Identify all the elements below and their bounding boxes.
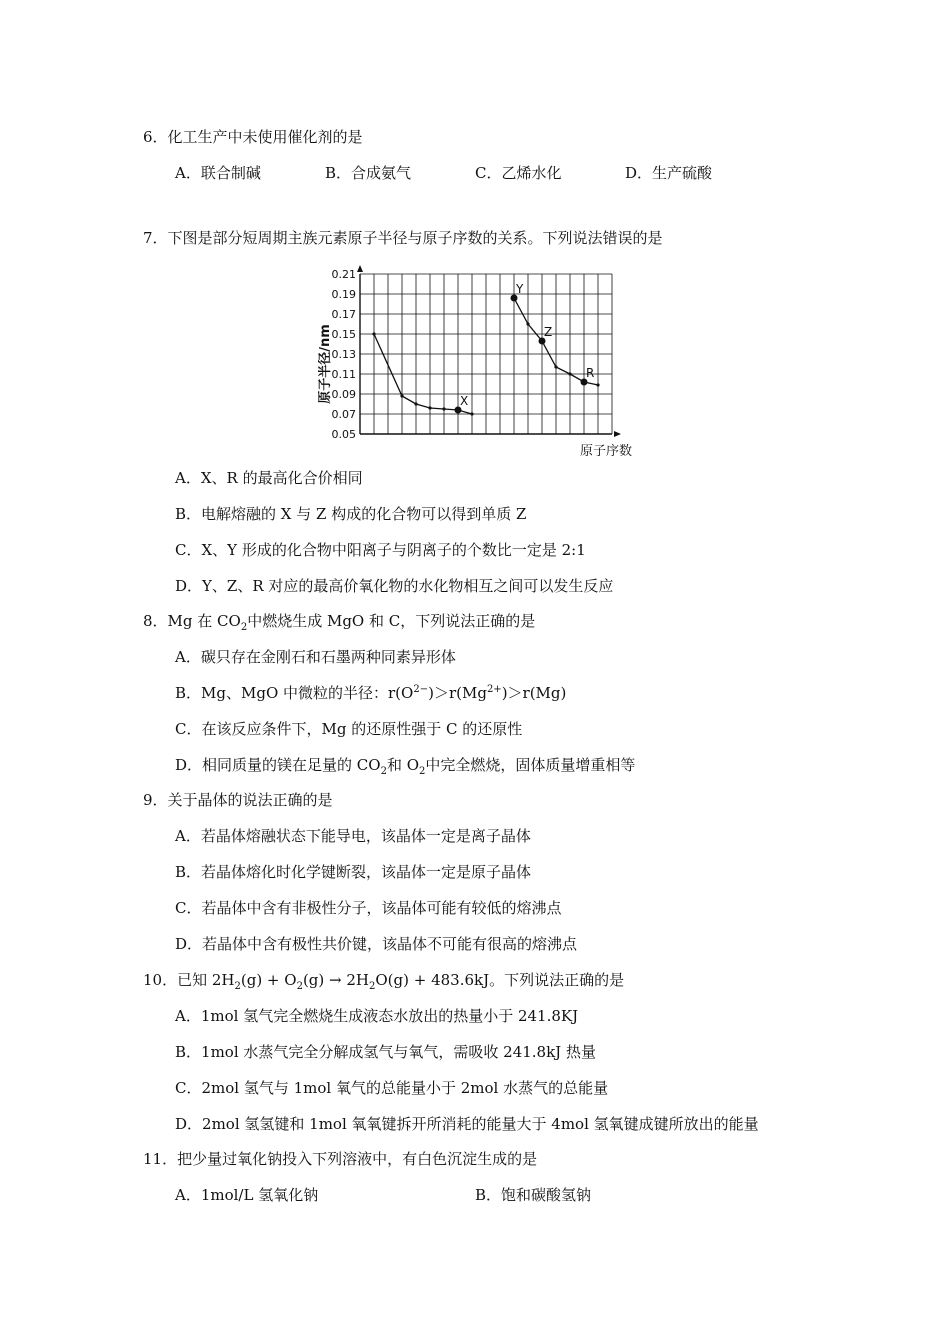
q10-option-c: C．2mol 氢气与 1mol 氧气的总能量小于 2mol 水蒸气的总能量 xyxy=(175,1079,609,1097)
series-point xyxy=(526,322,529,325)
series-point xyxy=(372,332,375,335)
y-tick-label: 0.05 xyxy=(331,428,356,441)
q6-option-b: B．合成氨气 xyxy=(325,164,412,182)
series-point xyxy=(442,407,445,410)
q11-option-a: A．1mol/L 氢氧化钠 xyxy=(175,1186,319,1204)
q8-option-a: A．碳只存在金刚石和石墨两种同素异形体 xyxy=(175,648,456,666)
series-point xyxy=(568,372,571,375)
q11-option-b: B．饱和碳酸氢钠 xyxy=(475,1186,592,1204)
y-tick-label: 0.17 xyxy=(331,308,356,321)
series-point xyxy=(414,402,417,405)
q8-option-d: D．相同质量的镁在足量的 $CO_2$和 $O_2$中完全燃烧，固体质量增重相等 xyxy=(175,756,636,777)
y-tick-label: 0.09 xyxy=(331,388,356,401)
q9-option-d: D．若晶体中含有极性共价键，该晶体不可能有很高的熔沸点 xyxy=(175,935,578,953)
q7-option-b: B．电解熔融的 X 与 Z 构成的化合物可以得到单质 Z xyxy=(175,505,527,523)
chart-x-axis-label: 原子序数 xyxy=(579,444,632,457)
q10-stem: 10．已知 $2H_2(g) + O_2(g) \to 2H_2O(g) + 483.6kJ$。下列说法正确的是 xyxy=(143,971,625,992)
series-point xyxy=(554,365,557,368)
atomic-radius-chart xyxy=(318,262,648,457)
y-tick-label: 0.07 xyxy=(331,408,356,421)
q7-option-a: A．X、R 的最高化合价相同 xyxy=(175,469,363,487)
y-axis-arrow xyxy=(357,265,363,272)
q11-options xyxy=(0,1185,950,1205)
q10-option-a: A．1mol 氢气完全燃烧生成液态水放出的热量小于 241.8KJ xyxy=(175,1007,579,1025)
series-point xyxy=(470,412,473,415)
point-label-r: R xyxy=(586,366,595,380)
y-tick-label: 0.13 xyxy=(331,348,356,361)
q6-option-c: C．乙烯水化 xyxy=(475,164,562,182)
y-tick-label: 0.11 xyxy=(331,368,356,381)
q7-stem: 7．下图是部分短周期主族元素原子半径与原子序数的关系。下列说法错误的是 xyxy=(143,229,663,247)
q7-option-c: C．X、Y 形成的化合物中阳离子与阴离子的个数比一定是 2:1 xyxy=(175,541,586,559)
y-tick-label: 0.19 xyxy=(331,288,356,301)
q6-option-d: D．生产硫酸 xyxy=(625,164,713,182)
q10-option-b: B．1mol 水蒸气完全分解成氢气与氧气，需吸收 241.8kJ 热量 xyxy=(175,1043,596,1061)
series-point xyxy=(400,394,403,397)
q6-option-a: A．联合制碱 xyxy=(175,164,261,182)
y-tick-label: 0.15 xyxy=(331,328,356,341)
q9-option-b: B．若晶体熔化时化学键断裂，该晶体一定是原子晶体 xyxy=(175,863,532,881)
q9-option-c: C．若晶体中含有非极性分子，该晶体可能有较低的熔沸点 xyxy=(175,899,562,917)
q8-stem: 8．Mg 在 $CO_2$中燃烧生成 MgO 和 C，下列说法正确的是 xyxy=(143,612,536,633)
q9-option-a: A．若晶体熔融状态下能导电，该晶体一定是离子晶体 xyxy=(175,827,531,845)
q8-option-c: C．在该反应条件下，Mg 的还原性强于 C 的还原性 xyxy=(175,720,523,738)
point-label-y: Y xyxy=(516,282,524,296)
q9-stem: 9．关于晶体的说法正确的是 xyxy=(143,791,333,809)
q11-stem: 11．把少量过氧化钠投入下列溶液中，有白色沉淀生成的是 xyxy=(143,1150,538,1168)
q6-stem: 6．化工生产中未使用催化剂的是 xyxy=(143,128,363,146)
y-tick-label: 0.21 xyxy=(331,268,356,281)
q8-option-b: B．Mg、MgO 中微粒的半径：$r(O^{2-})>r(Mg^{2+})>r(Mg)$ xyxy=(175,684,567,702)
chart-y-ticks xyxy=(332,268,357,441)
series-point xyxy=(428,406,431,409)
q6-options xyxy=(0,163,950,183)
q10-option-d: D．2mol 氢氢键和 1mol 氧氧键拆开所消耗的能量大于 4mol 氢氧键成键所放出的能量 xyxy=(175,1115,759,1133)
series-point xyxy=(596,383,599,386)
chart-grid xyxy=(357,265,621,437)
x-axis-arrow xyxy=(614,431,621,437)
point-label-x: X xyxy=(460,394,469,408)
point-label-z: Z xyxy=(544,325,553,339)
chart-y-axis-label: 原子半径/nm xyxy=(318,324,333,404)
q7-option-d: D．Y、Z、R 对应的最高价氧化物的水化物相互之间可以发生反应 xyxy=(175,577,614,595)
